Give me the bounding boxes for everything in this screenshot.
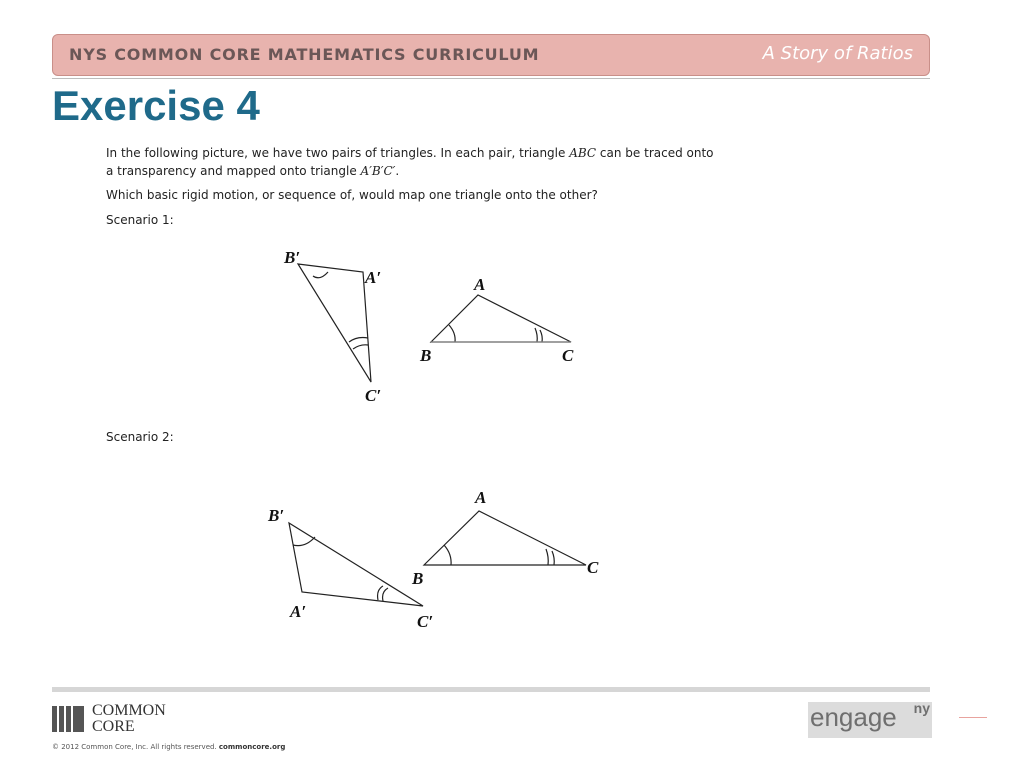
- common-core-logo-text: [92, 703, 166, 735]
- question-text: Which basic rigid motion, or sequence of, would map one triangle onto the other?: [106, 188, 598, 202]
- s1-label-b-prime: B′: [284, 248, 301, 267]
- instruction-text: a transparency and mapped onto triangle: [106, 164, 361, 178]
- s1-label-c-prime: C′: [365, 386, 382, 405]
- scenario1-angle-mark-c-prime-2: [353, 345, 368, 349]
- instruction-text: In the following picture, we have two pairs of triangles. In each pair, triangle: [106, 146, 570, 160]
- scenario2-triangle: [424, 511, 586, 565]
- s2-label-b-prime: B′: [268, 506, 285, 525]
- scenario2-angle-mark-c-prime-2: [383, 588, 388, 601]
- copyright-notice: [52, 743, 285, 751]
- engageny-logo: [808, 702, 932, 738]
- s1-label-c: C: [562, 346, 574, 365]
- decorative-dash: [959, 717, 987, 718]
- scenario2-angle-mark-c: [546, 549, 548, 565]
- curriculum-title: NYS COMMON CORE MATHEMATICS CURRICULUM: [69, 45, 540, 64]
- instruction-text: .: [395, 164, 400, 178]
- scenario1-angle-mark-c-2: [540, 330, 542, 342]
- scenario1-angle-mark-c-prime: [349, 338, 368, 343]
- scenario2-angle-mark-b-prime: [293, 537, 315, 546]
- math-abc: ABC: [569, 146, 597, 160]
- copyright-text: © 2012 Common Core, Inc. All rights reserved.: [52, 743, 217, 751]
- s1-label-b: B: [420, 346, 432, 365]
- scenario2-triangle-prime: [289, 523, 423, 606]
- s2-label-a: A: [475, 488, 487, 507]
- scenario-1-label: Scenario 1:: [106, 213, 174, 227]
- math-abc-prime: A′B′C′: [360, 164, 396, 178]
- scenario1-triangle-prime: [298, 264, 371, 382]
- s1-label-a-prime: A′: [365, 268, 382, 287]
- engage-word: engage: [810, 702, 897, 732]
- scenario2-angle-mark-c-2: [552, 551, 554, 565]
- s2-label-a-prime: A′: [290, 602, 307, 621]
- scenario1-angle-mark-b-prime: [313, 272, 328, 278]
- copyright-site: commoncore.org: [218, 743, 286, 751]
- s1-label-a: A: [474, 275, 486, 294]
- s2-label-b: B: [412, 569, 424, 588]
- scenario1-angle-mark-b: [449, 325, 455, 342]
- scenario1-triangle: [431, 295, 571, 342]
- scenario-2-label: Scenario 2:: [106, 430, 174, 444]
- common-core-logo-icon: [52, 706, 86, 725]
- s2-label-c: C: [587, 558, 599, 577]
- story-title: A Story of Ratios: [762, 43, 913, 64]
- footer-bar: [52, 687, 930, 692]
- page-title: Exercise 4: [52, 82, 260, 129]
- logo-line-2: CORE: [92, 718, 135, 735]
- instruction-text: can be traced onto: [596, 146, 714, 160]
- logo-line-1: COMMON: [92, 702, 166, 719]
- scenario2-angle-mark-b: [444, 545, 451, 565]
- scenario1-angle-mark-c: [535, 328, 537, 342]
- engage-ny: ny: [913, 700, 930, 716]
- common-core-logo: [52, 702, 166, 735]
- s2-label-c-prime: C′: [417, 612, 434, 631]
